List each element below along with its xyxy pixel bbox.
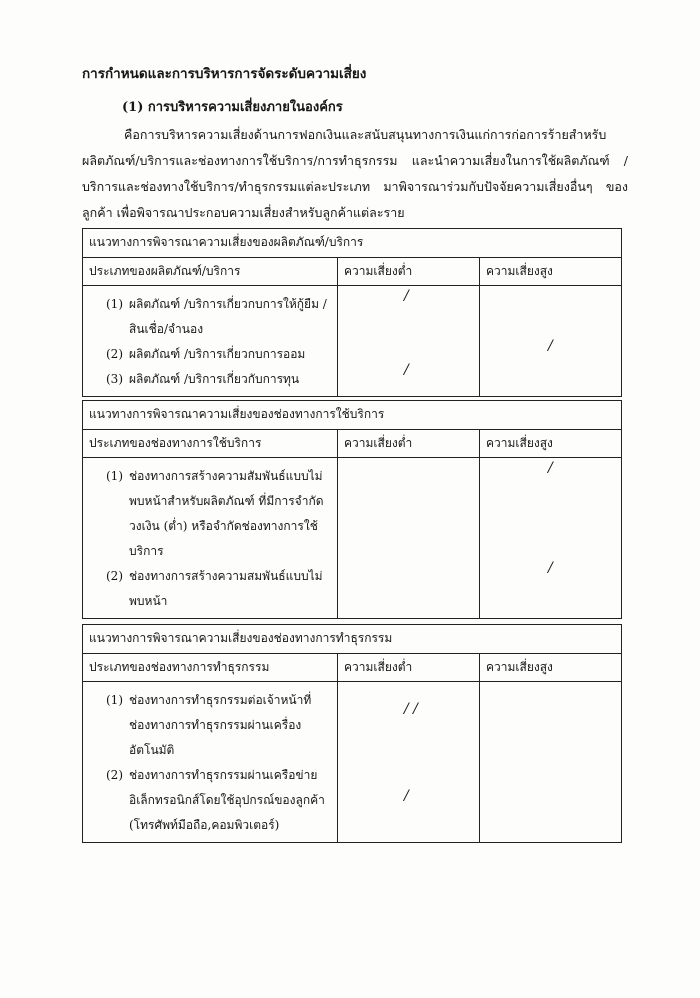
high-risk-cell <box>480 458 622 619</box>
column-header-low-risk: ความเสี่ยงต่ำ <box>338 258 480 286</box>
column-header-type: ประเภทของช่องทางการทำธุรกรรม <box>83 654 338 682</box>
item-number: (1) <box>106 297 123 311</box>
low-risk-cell <box>338 286 480 397</box>
list-item <box>89 763 331 838</box>
item-text: ผลิตภัณฑ์ /บริการเกี่ยวกบการออม <box>129 347 306 361</box>
low-risk-mark: / <box>404 362 409 378</box>
items-cell <box>83 458 338 619</box>
item-number: (3) <box>106 372 123 386</box>
high-risk-cell <box>480 286 622 397</box>
body-paragraph: คือการบริหารความเสี่ยงด้านการฟอกเงินและสนับสนุนทางการเงินแก่การก่อการร้ายสำหรับผลิตภัณฑ์/บริการและช่องทางการใช้บริการ/การทำธุรกรรม และนำความเสี่ยงในการใช้ผลิตภัณฑ์ / บริการและช่องทางใช้บริการ/ทำธุรกรรมแต่ละประเภท มาพิจารณาร่วมกับปัจจัยความเสี่ยงอื่นๆ ของลูกค้า เพื่อพิจารณาประกอบความเสี่ยงสำหรับลูกค้าแต่ละราย <box>82 127 628 220</box>
item-number: (2) <box>106 768 123 782</box>
items-cell <box>83 682 338 843</box>
high-risk-mark: / <box>548 338 553 354</box>
item-text: ผลิตภัณฑ์ /บริการเกี่ยวกับการทุน <box>129 372 300 386</box>
high-risk-cell <box>480 682 622 843</box>
low-risk-cell <box>338 458 480 619</box>
item-text: ช่องทางการสร้างความสมพันธ์แบบไม่พบหน้า <box>129 569 323 608</box>
item-text: ช่องทางการทำธุรกรรมผ่านเครือข่ายอิเล็กทรอนิกส์โดยใช้อุปกรณ์ของลูกค้า (โทรศัพท์มือถือ,คอมพิวเตอร์) <box>129 768 325 832</box>
item-number: (2) <box>106 347 123 361</box>
list-item <box>89 564 331 614</box>
list-item <box>89 688 331 763</box>
transaction-channel-risk-table <box>82 624 622 843</box>
table-title: แนวทางการพิจารณาความเสี่ยงของผลิตภัณฑ์/บริการ <box>83 229 622 258</box>
section-heading: การกำหนดและการบริหารการจัดระดับความเสี่ยง <box>82 66 367 82</box>
list-item <box>89 292 331 342</box>
column-header-low-risk: ความเสี่ยงต่ำ <box>338 430 480 458</box>
column-header-low-risk: ความเสี่ยงต่ำ <box>338 654 480 682</box>
low-risk-mark: / <box>404 288 409 304</box>
high-risk-mark: / <box>548 460 553 476</box>
list-item <box>89 342 331 367</box>
high-risk-mark: / <box>548 560 553 576</box>
low-risk-cell <box>338 682 480 843</box>
subsection-heading: (1) การบริหารความเสี่ยงภายในองค์กร <box>122 100 343 115</box>
column-header-high-risk: ความเสี่ยงสูง <box>480 258 622 286</box>
column-header-high-risk: ความเสี่ยงสูง <box>480 654 622 682</box>
items-cell <box>83 286 338 397</box>
service-channel-risk-table <box>82 400 622 619</box>
item-text: ช่องทางการทำธุรกรรมต่อเจ้าหน้าที่ ช่องทางการทำธุรกรรมผ่านเครื่องอัตโนมัติ <box>129 693 312 757</box>
list-item <box>89 367 331 392</box>
item-number: (1) <box>106 693 123 707</box>
item-number: (2) <box>106 569 123 583</box>
product-risk-table <box>82 228 622 397</box>
item-number: (1) <box>106 469 123 483</box>
table-title: แนวทางการพิจารณาความเสี่ยงของช่องทางการทำธุรกรรม <box>83 625 622 654</box>
low-risk-mark: / / <box>404 701 418 717</box>
column-header-high-risk: ความเสี่ยงสูง <box>480 430 622 458</box>
column-header-type: ประเภทของช่องทางการใช้บริการ <box>83 430 338 458</box>
column-header-type: ประเภทของผลิตภัณฑ์/บริการ <box>83 258 338 286</box>
table-title: แนวทางการพิจารณาความเสี่ยงของช่องทางการใช้บริการ <box>83 401 622 430</box>
list-item <box>89 464 331 564</box>
item-text: ผลิตภัณฑ์ /บริการเกี่ยวกบการให้กู้ยืม / สินเชื่อ/จำนอง <box>129 297 327 336</box>
low-risk-mark: / <box>404 788 409 804</box>
item-text: ช่องทางการสร้างความสัมพันธ์แบบไม่พบหน้าสำหรับผลิตภัณฑ์ ที่มีการจำกัดวงเงิน (ต่ำ) หรือจำกัดช่องทางการใช้บริการ <box>129 469 324 558</box>
